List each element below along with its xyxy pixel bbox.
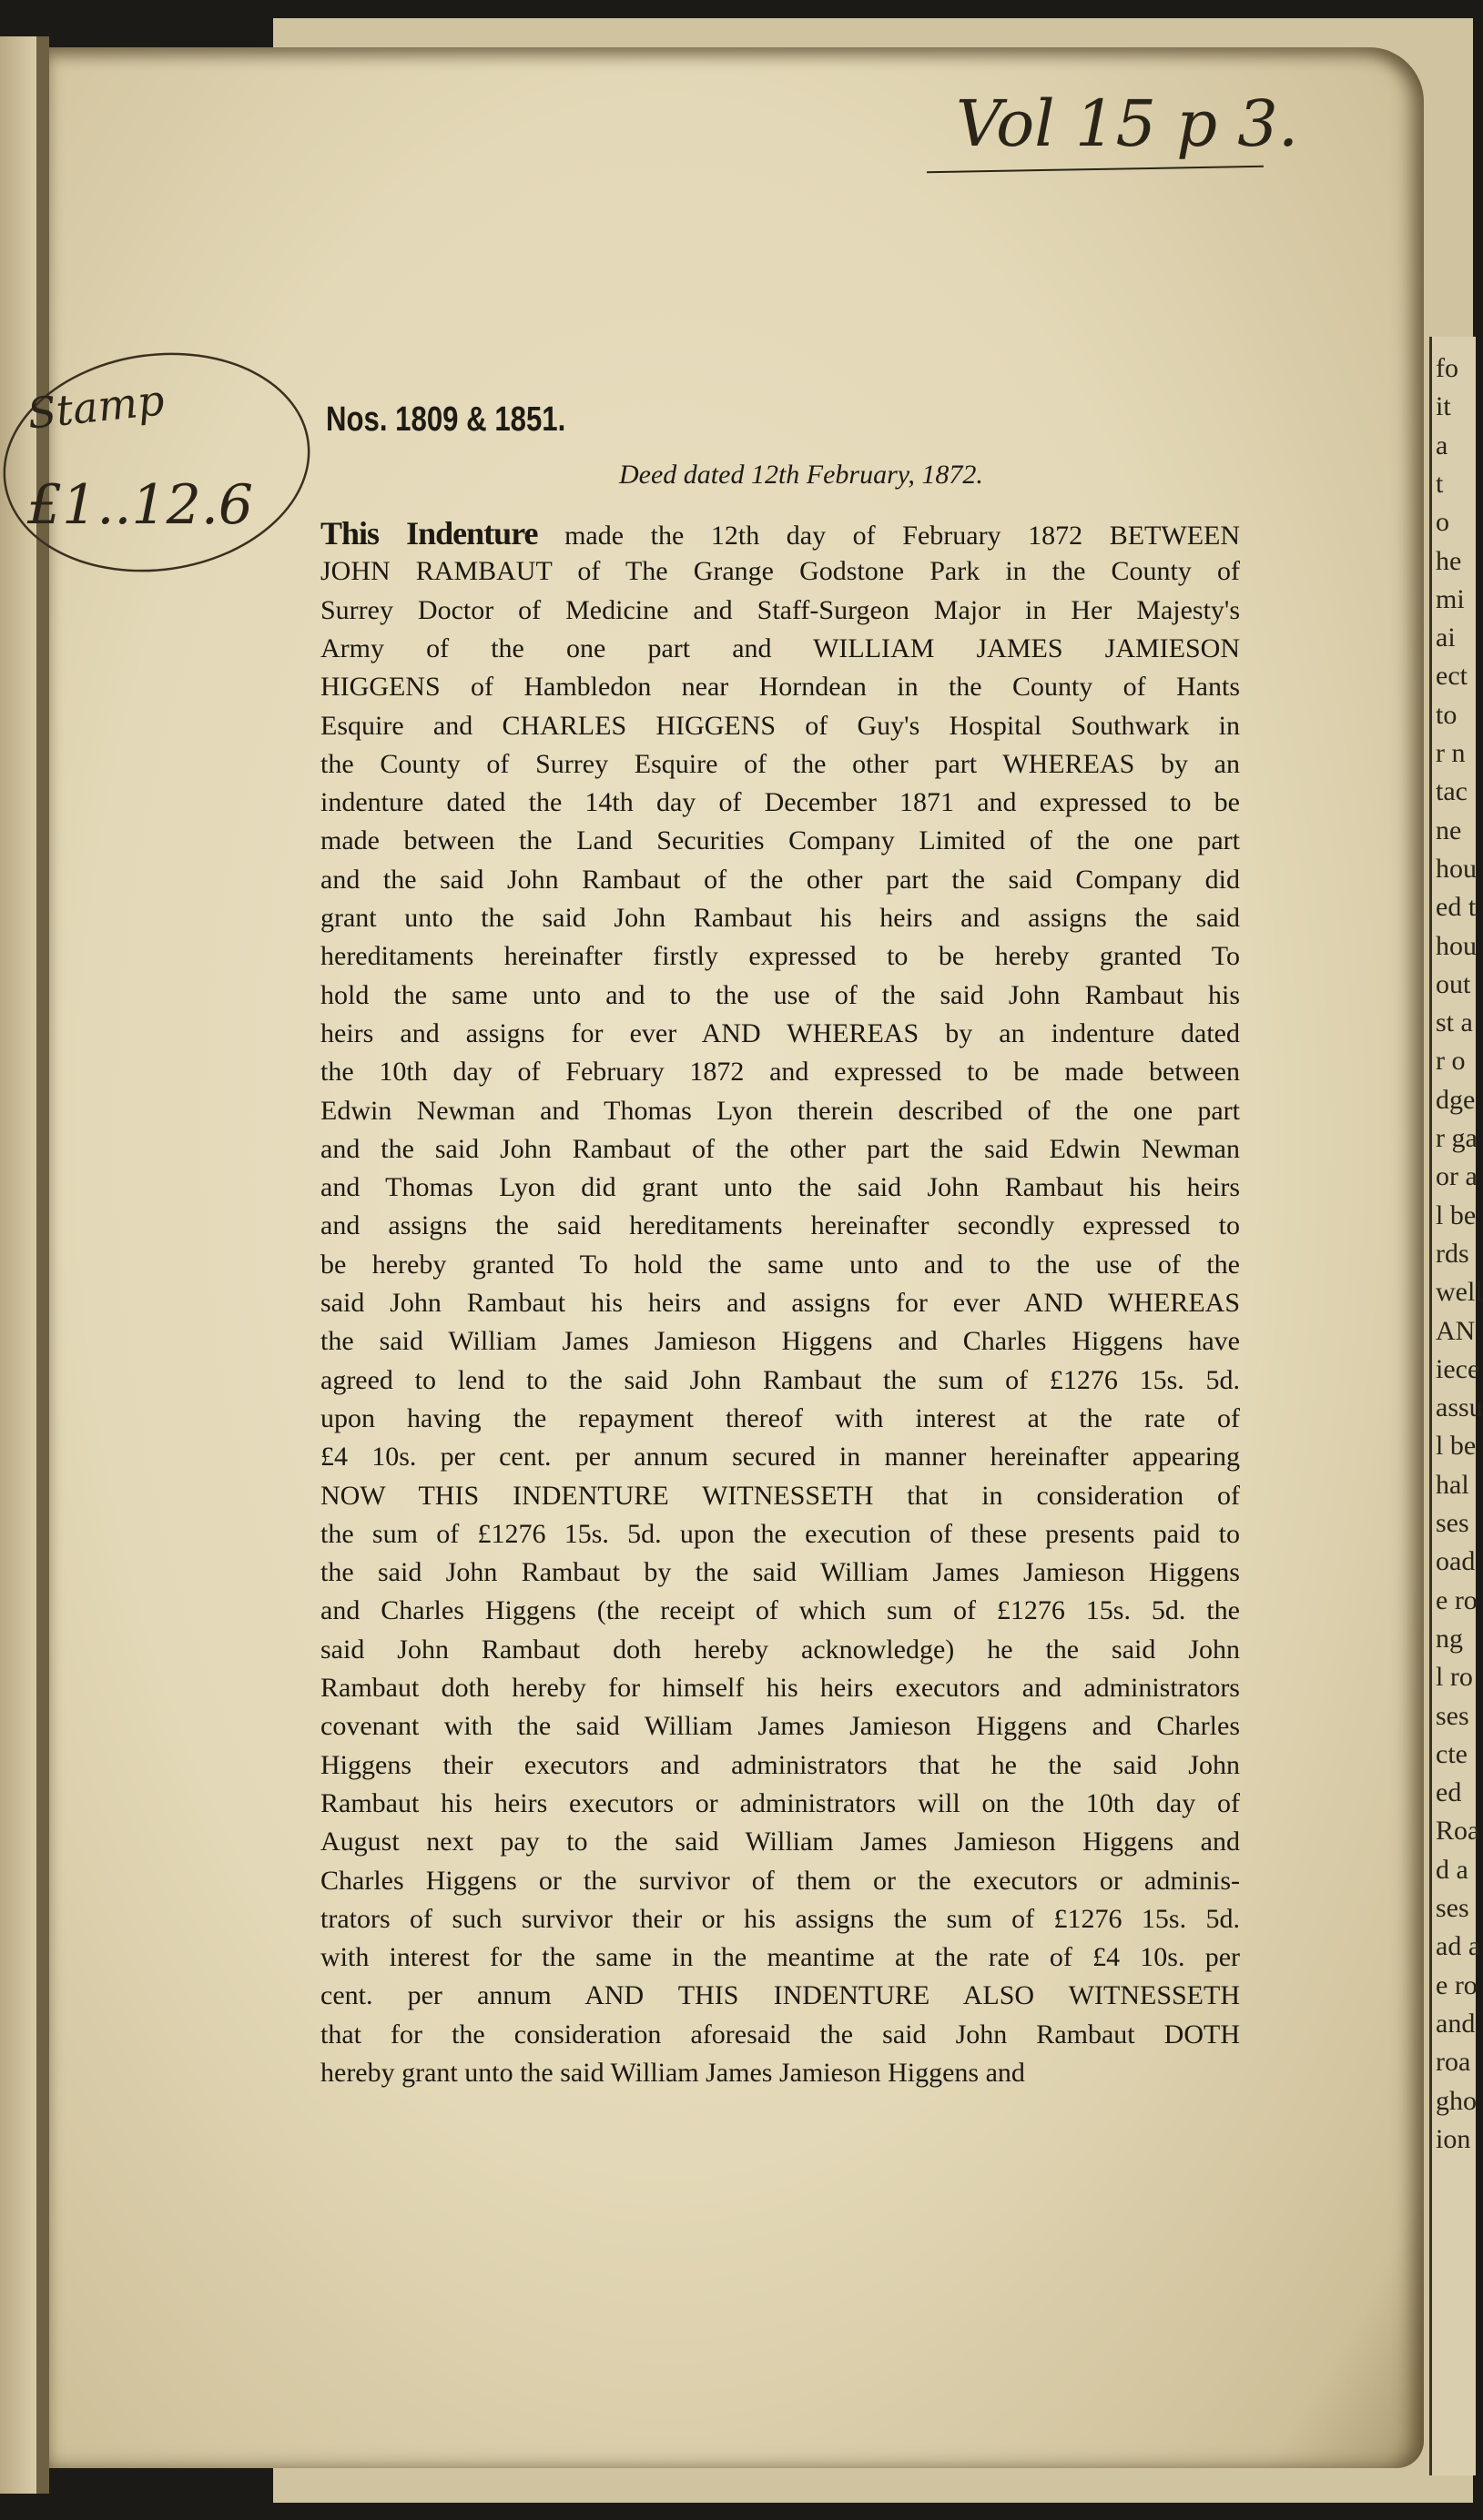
deed-line: with interest for the same in the meantime at the rate of £4 10s. per xyxy=(320,1942,1240,1973)
deed-line: heirs and assigns for ever AND WHEREAS by an indenture dated xyxy=(320,1017,1240,1048)
deed-line: Rambaut doth hereby for himself his heirs executors and administrators xyxy=(320,1673,1240,1703)
adjacent-page-fragment: Roa xyxy=(1436,1816,1480,1847)
adjacent-page-fragment: oad xyxy=(1436,1546,1476,1577)
deed-line: Rambaut his heirs executors or administrators will on the 10th day of xyxy=(320,1787,1240,1818)
adjacent-page-fragment: r ga xyxy=(1436,1123,1478,1153)
adjacent-page-fragment: ed t xyxy=(1436,892,1477,923)
adjacent-page-fragment: st a xyxy=(1436,1007,1473,1038)
deed-line: Higgens their executors and administrators that he the said John xyxy=(320,1749,1240,1780)
adjacent-page-fragment: e ro xyxy=(1436,1584,1478,1615)
adjacent-page-fragment: roa xyxy=(1436,2047,1471,2078)
deed-line: NOW THIS INDENTURE WITNESSETH that in consideration of xyxy=(320,1480,1240,1511)
adjacent-page-fragment: l ro xyxy=(1436,1662,1473,1693)
deed-line: and Charles Higgens (the receipt of which sum of £1276 15s. 5d. the xyxy=(320,1595,1240,1626)
deed-line: the 10th day of February 1872 and expressed to be made between xyxy=(320,1057,1240,1088)
adjacent-page-fragment: iece xyxy=(1436,1353,1480,1384)
adjacent-page-fragment: a xyxy=(1436,430,1448,460)
adjacent-page-fragment: and xyxy=(1436,2008,1476,2039)
deed-line: said John Rambaut doth hereby acknowledge) he the said John xyxy=(320,1634,1240,1665)
adjacent-page-fragment: ng xyxy=(1436,1623,1463,1654)
adjacent-page-fragment: ad a xyxy=(1436,1931,1481,1962)
deed-line: trators of such survivor their or his assigns the sum of £1276 15s. 5d. xyxy=(320,1903,1240,1934)
deed-line: £4 10s. per cent. per annum secured in manner hereinafter appearing xyxy=(320,1442,1240,1473)
deed-line: and assigns the said hereditaments hereinafter secondly expressed to xyxy=(320,1210,1240,1241)
adjacent-page-fragment: hou xyxy=(1436,853,1477,884)
adjacent-page-fragment: it xyxy=(1436,391,1451,422)
adjacent-page-fragment: fo xyxy=(1436,353,1458,383)
deed-line: the said William James Jamieson Higgens and Charles Higgens have xyxy=(320,1326,1240,1357)
deed-line: and the said John Rambaut of the other part the said Edwin Newman xyxy=(320,1133,1240,1164)
deed-numbers-heading: Nos. 1809 & 1851. xyxy=(326,400,566,439)
deed-line: hereditaments hereinafter firstly expressed to be hereby granted To xyxy=(320,941,1240,972)
adjacent-page-fragment: ses xyxy=(1436,1893,1469,1923)
volume-reference: Vol 15 p 3. xyxy=(956,86,1299,161)
deed-line: hold the same unto and to the use of the said John Rambaut his xyxy=(320,979,1240,1010)
adjacent-page-fragment: r n xyxy=(1436,738,1466,768)
deed-line: Edwin Newman and Thomas Lyon therein described of the one part xyxy=(320,1095,1240,1126)
adjacent-page-fragment: l be xyxy=(1436,1199,1477,1230)
deed-line: said John Rambaut his heirs and assigns for ever AND WHEREAS xyxy=(320,1288,1240,1318)
deed-line xyxy=(320,517,1240,552)
adjacent-page-fragment: assu xyxy=(1436,1392,1483,1423)
deed-line: be hereby granted To hold the same unto and to the use of the xyxy=(320,1249,1240,1280)
deed-line: cent. per annum AND THIS INDENTURE ALSO WITNESSETH xyxy=(320,1980,1240,2011)
deed-line: the County of Surrey Esquire of the other part WHEREAS by an xyxy=(320,748,1240,779)
deed-line: Esquire and CHARLES HIGGENS of Guy's Hospital Southwark in xyxy=(320,710,1240,741)
stamp-label: Stamp xyxy=(25,375,167,439)
adjacent-page-fragment: ect xyxy=(1436,661,1468,692)
adjacent-page-fragment: gho xyxy=(1436,2085,1477,2116)
deed-line-text: made the 12th day of February 1872 BETWEEN xyxy=(564,521,1241,551)
adjacent-page-fragment: tac xyxy=(1436,776,1468,807)
deed-date: Deed dated 12th February, 1872. xyxy=(619,460,983,490)
deed-line: and the said John Rambaut of the other part the said Company did xyxy=(320,864,1240,895)
deed-line: made between the Land Securities Company Limited of the one part xyxy=(320,825,1240,856)
adjacent-page-fragment: ne xyxy=(1436,815,1462,845)
adjacent-page-fragment: ses xyxy=(1436,1508,1469,1538)
adjacent-page-fragment: e ro xyxy=(1436,1969,1478,2000)
adjacent-page-fragment: r o xyxy=(1436,1046,1466,1077)
adjacent-page-fragment: ai xyxy=(1436,622,1456,653)
adjacent-page-fragment: ses xyxy=(1436,1700,1469,1731)
deed-line: hereby grant unto the said William James Jamieson Higgens and xyxy=(320,2058,1025,2088)
deed-line: covenant with the said William James Jamieson Higgens and Charles xyxy=(320,1711,1240,1742)
adjacent-page-fragment: o xyxy=(1436,507,1449,538)
deed-line: the sum of £1276 15s. 5d. upon the execution of these presents paid to xyxy=(320,1518,1240,1549)
adjacent-page-fragment: AN xyxy=(1436,1315,1476,1346)
deed-line: that for the consideration aforesaid the said John Rambaut DOTH xyxy=(320,2019,1240,2049)
deed-line: August next pay to the said William James Jamieson Higgens and xyxy=(320,1827,1240,1857)
blackletter-opening: This Indenture xyxy=(320,515,538,552)
adjacent-page-strip xyxy=(1429,337,1483,2475)
adjacent-page-fragment: l be xyxy=(1436,1431,1477,1462)
adjacent-page-fragment: mi xyxy=(1436,583,1465,614)
adjacent-page-fragment: cte xyxy=(1436,1738,1468,1769)
deed-line: and Thomas Lyon did grant unto the said John Rambaut his heirs xyxy=(320,1172,1240,1203)
adjacent-page-fragment: d a xyxy=(1436,1854,1468,1885)
deed-line: Army of the one part and WILLIAM JAMES JAMIESON xyxy=(320,633,1240,663)
adjacent-page-fragment: dge xyxy=(1436,1084,1476,1115)
adjacent-page-fragment: he xyxy=(1436,545,1462,576)
adjacent-page-fragment: hal xyxy=(1436,1469,1469,1500)
deed-line: JOHN RAMBAUT of The Grange Godstone Park in the County of xyxy=(320,556,1240,587)
deed-line: grant unto the said John Rambaut his heirs and assigns the said xyxy=(320,903,1240,933)
deed-line: Surrey Doctor of Medicine and Staff-Surgeon Major in Her Majesty's xyxy=(320,594,1240,625)
stamp-amount: £1..12.6 xyxy=(27,473,254,537)
adjacent-page-fragment: t xyxy=(1436,468,1444,499)
deed-line: upon having the repayment thereof with interest at the rate of xyxy=(320,1402,1240,1433)
deed-line: agreed to lend to the said John Rambaut the sum of £1276 15s. 5d. xyxy=(320,1364,1240,1395)
adjacent-page-fragment: or a xyxy=(1436,1161,1478,1192)
adjacent-page-fragment: hou xyxy=(1436,930,1477,961)
deed-line: Charles Higgens or the survivor of them or the executors or adminis- xyxy=(320,1865,1240,1896)
adjacent-page-fragment: ed xyxy=(1436,1777,1462,1808)
adjacent-page-fragment: to xyxy=(1436,699,1458,730)
deed-line: the said John Rambaut by the said William James Jamieson Higgens xyxy=(320,1557,1240,1588)
adjacent-page-fragment: out xyxy=(1436,968,1471,999)
deed-line: HIGGENS of Hambledon near Horndean in the County of Hants xyxy=(320,672,1240,703)
deed-line: indenture dated the 14th day of December 1871 and expressed to be xyxy=(320,787,1240,818)
adjacent-page-fragment: well xyxy=(1436,1277,1483,1308)
adjacent-page-fragment: ion xyxy=(1436,2123,1471,2154)
adjacent-page-fragment: rds xyxy=(1436,1238,1469,1269)
